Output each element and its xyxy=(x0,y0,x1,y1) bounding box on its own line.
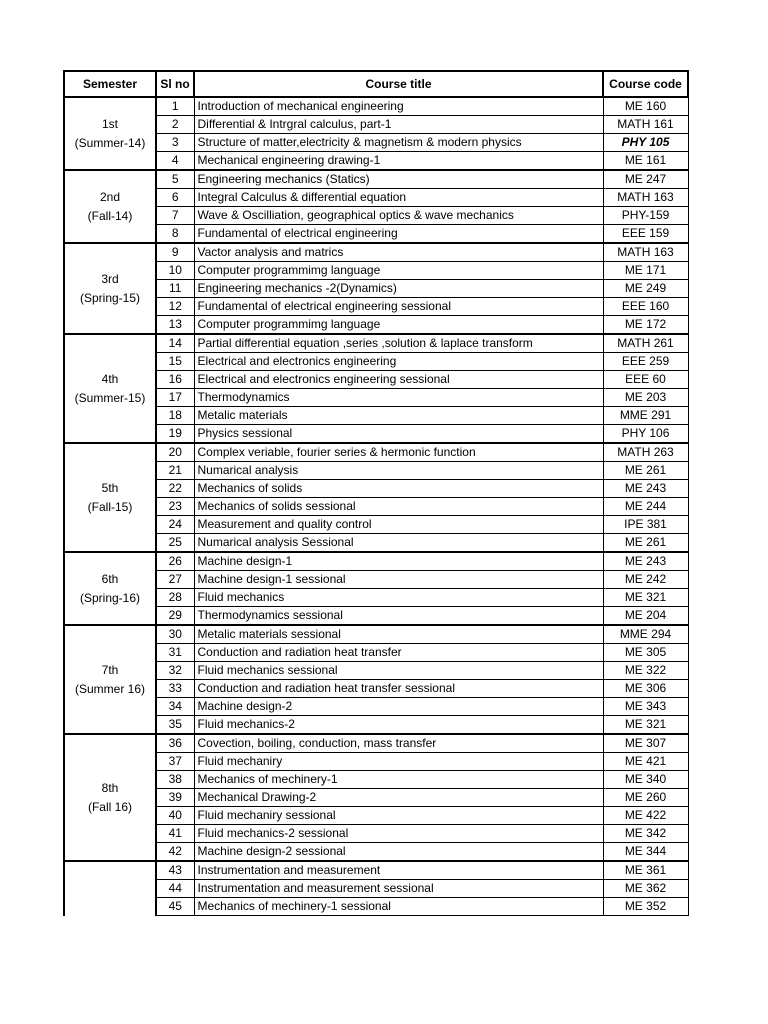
sl-no-cell: 16 xyxy=(156,371,194,389)
course-title-cell: Fluid mechanics-2 xyxy=(194,716,603,735)
semester-term: (Fall-15) xyxy=(87,499,133,514)
table-row xyxy=(64,334,688,353)
course-title-cell: Thermodynamics xyxy=(194,389,603,407)
sl-no-cell: 18 xyxy=(156,407,194,425)
semester-cell xyxy=(64,97,156,170)
table-row xyxy=(64,262,688,280)
course-title-cell: Numarical analysis xyxy=(194,462,603,480)
sl-no-cell: 12 xyxy=(156,298,194,316)
course-code-cell: ME 204 xyxy=(603,607,688,626)
course-title-cell: Mechanical Drawing-2 xyxy=(194,789,603,807)
sl-no-cell: 6 xyxy=(156,189,194,207)
course-code-cell: ME 261 xyxy=(603,462,688,480)
table-row xyxy=(64,207,688,225)
course-code-cell: ME 421 xyxy=(603,753,688,771)
sl-no-cell: 10 xyxy=(156,262,194,280)
sl-no-cell: 11 xyxy=(156,280,194,298)
course-code-cell: ME 243 xyxy=(603,480,688,498)
sl-no-cell: 37 xyxy=(156,753,194,771)
course-code-cell: ME 261 xyxy=(603,534,688,553)
course-code-cell: MATH 261 xyxy=(603,334,688,353)
course-code-cell: ME 342 xyxy=(603,825,688,843)
semester-cell xyxy=(64,552,156,625)
course-title-cell: Mechanics of mechinery-1 sessional xyxy=(194,898,603,916)
semester-label: 2nd xyxy=(99,189,121,204)
semester-term: (Spring-16) xyxy=(79,590,141,605)
sl-no-cell: 35 xyxy=(156,716,194,735)
table-row xyxy=(64,898,688,916)
semester-term: (Summer 16) xyxy=(74,681,145,696)
table-row xyxy=(64,407,688,425)
table-row xyxy=(64,571,688,589)
sl-no-cell: 17 xyxy=(156,389,194,407)
course-code-cell: EEE 160 xyxy=(603,298,688,316)
course-title-cell: Computer programmimg language xyxy=(194,316,603,335)
course-code-cell: ME 160 xyxy=(603,97,688,116)
course-title-cell: Machine design-2 sessional xyxy=(194,843,603,862)
table-row xyxy=(64,480,688,498)
course-code-cell: ME 306 xyxy=(603,680,688,698)
sl-no-cell: 36 xyxy=(156,734,194,753)
course-code-cell: ME 242 xyxy=(603,571,688,589)
table-header xyxy=(64,71,688,97)
course-code-cell: ME 260 xyxy=(603,789,688,807)
table-row xyxy=(64,843,688,862)
table-row xyxy=(64,807,688,825)
table-row xyxy=(64,152,688,171)
table-row xyxy=(64,771,688,789)
table-row xyxy=(64,607,688,626)
table-row xyxy=(64,97,688,116)
course-title-cell: Fluid mechanics xyxy=(194,589,603,607)
sl-no-cell: 27 xyxy=(156,571,194,589)
sl-no-cell: 2 xyxy=(156,116,194,134)
course-title-cell: Instrumentation and measurement sessional xyxy=(194,880,603,898)
semester-term: (Summer-15) xyxy=(74,390,146,405)
sl-no-cell: 9 xyxy=(156,243,194,262)
table-row xyxy=(64,371,688,389)
course-title-cell: Structure of matter,electricity & magnetism & modern physics xyxy=(194,134,603,152)
table-row xyxy=(64,498,688,516)
course-title-cell: Metalic materials sessional xyxy=(194,625,603,644)
sl-no-cell: 5 xyxy=(156,170,194,189)
sl-no-cell: 20 xyxy=(156,443,194,462)
table-row xyxy=(64,644,688,662)
course-code-cell: MME 294 xyxy=(603,625,688,644)
semester-cell xyxy=(64,861,156,916)
course-code-cell: ME 322 xyxy=(603,662,688,680)
table-row xyxy=(64,425,688,444)
course-title-cell: Instrumentation and measurement xyxy=(194,861,603,880)
course-title-cell: Machine design-1 xyxy=(194,552,603,571)
course-title-cell: Numarical analysis Sessional xyxy=(194,534,603,553)
course-code-cell: ME 243 xyxy=(603,552,688,571)
course-code-cell: ME 321 xyxy=(603,589,688,607)
course-title-cell: Measurement and quality control xyxy=(194,516,603,534)
course-title-cell: Introduction of mechanical engineering xyxy=(194,97,603,116)
table-row xyxy=(64,170,688,189)
sl-no-cell: 26 xyxy=(156,552,194,571)
table-row xyxy=(64,225,688,244)
course-code-cell: ME 161 xyxy=(603,152,688,171)
course-table xyxy=(63,70,689,916)
sl-no-cell: 29 xyxy=(156,607,194,626)
sl-no-cell: 23 xyxy=(156,498,194,516)
course-title-cell: Electrical and electronics engineering sessional xyxy=(194,371,603,389)
course-title-cell: Physics sessional xyxy=(194,425,603,444)
course-code-cell: ME 203 xyxy=(603,389,688,407)
table-row xyxy=(64,243,688,262)
table-body xyxy=(64,97,688,916)
course-title-cell: Mechanics of mechinery-1 xyxy=(194,771,603,789)
header-semester: Semester xyxy=(64,71,156,97)
course-code-cell: ME 361 xyxy=(603,861,688,880)
course-title-cell: Covection, boiling, conduction, mass transfer xyxy=(194,734,603,753)
table-row xyxy=(64,353,688,371)
course-code-cell: ME 249 xyxy=(603,280,688,298)
course-title-cell: Thermodynamics sessional xyxy=(194,607,603,626)
course-title-cell: Wave & Oscilliation, geographical optics & wave mechanics xyxy=(194,207,603,225)
sl-no-cell: 24 xyxy=(156,516,194,534)
table-row xyxy=(64,443,688,462)
sl-no-cell: 30 xyxy=(156,625,194,644)
table-row xyxy=(64,789,688,807)
course-code-cell: ME 343 xyxy=(603,698,688,716)
course-code-cell: EEE 259 xyxy=(603,353,688,371)
table-row xyxy=(64,698,688,716)
semester-cell xyxy=(64,625,156,734)
semester-term: (Fall-14) xyxy=(87,208,133,223)
course-title-cell: Fluid mechaniry sessional xyxy=(194,807,603,825)
course-code-cell: MATH 263 xyxy=(603,443,688,462)
sl-no-cell: 33 xyxy=(156,680,194,698)
semester-label: 1st xyxy=(101,116,118,131)
semester-cell xyxy=(64,443,156,552)
course-code-cell: EEE 60 xyxy=(603,371,688,389)
sl-no-cell: 15 xyxy=(156,353,194,371)
table-row xyxy=(64,134,688,152)
course-code-cell: ME 247 xyxy=(603,170,688,189)
semester-cell xyxy=(64,334,156,443)
course-code-cell: PHY 105 xyxy=(603,134,688,152)
table-row xyxy=(64,589,688,607)
course-title-cell: Partial differential equation ,series ,solution & laplace transform xyxy=(194,334,603,353)
table-row xyxy=(64,716,688,735)
sl-no-cell: 3 xyxy=(156,134,194,152)
course-title-cell: Metalic materials xyxy=(194,407,603,425)
semester-cell xyxy=(64,734,156,861)
course-title-cell: Conduction and radiation heat transfer xyxy=(194,644,603,662)
course-code-cell: ME 305 xyxy=(603,644,688,662)
sl-no-cell: 44 xyxy=(156,880,194,898)
table-row xyxy=(64,861,688,880)
course-code-cell: ME 321 xyxy=(603,716,688,735)
sl-no-cell: 32 xyxy=(156,662,194,680)
semester-cell xyxy=(64,243,156,334)
course-code-cell: ME 172 xyxy=(603,316,688,335)
sl-no-cell: 8 xyxy=(156,225,194,244)
sl-no-cell: 38 xyxy=(156,771,194,789)
sl-no-cell: 14 xyxy=(156,334,194,353)
course-code-cell: MATH 161 xyxy=(603,116,688,134)
header-course-code: Course code xyxy=(603,71,688,97)
table-row xyxy=(64,189,688,207)
table-row xyxy=(64,662,688,680)
course-code-cell: ME 340 xyxy=(603,771,688,789)
sl-no-cell: 45 xyxy=(156,898,194,916)
sl-no-cell: 21 xyxy=(156,462,194,480)
table-row xyxy=(64,552,688,571)
course-title-cell: Conduction and radiation heat transfer sessional xyxy=(194,680,603,698)
course-title-cell: Fluid mechanics sessional xyxy=(194,662,603,680)
table-row xyxy=(64,462,688,480)
semester-label: 3rd xyxy=(101,271,119,286)
table-row xyxy=(64,516,688,534)
sl-no-cell: 7 xyxy=(156,207,194,225)
semester-term: (Fall 16) xyxy=(87,799,132,814)
semester-label: 6th xyxy=(101,571,119,586)
course-code-cell: ME 422 xyxy=(603,807,688,825)
course-title-cell: Integral Calculus & differential equation xyxy=(194,189,603,207)
table-row xyxy=(64,116,688,134)
table-row xyxy=(64,316,688,335)
course-title-cell: Differential & Intrgral calculus, part-1 xyxy=(194,116,603,134)
header-row xyxy=(64,71,688,97)
table-row xyxy=(64,734,688,753)
sl-no-cell: 43 xyxy=(156,861,194,880)
course-title-cell: Engineering mechanics -2(Dynamics) xyxy=(194,280,603,298)
table-row xyxy=(64,280,688,298)
sl-no-cell: 34 xyxy=(156,698,194,716)
header-course-title: Course title xyxy=(194,71,603,97)
table-row xyxy=(64,534,688,553)
table-row xyxy=(64,880,688,898)
course-code-cell: ME 362 xyxy=(603,880,688,898)
course-title-cell: Fluid mechanics-2 sessional xyxy=(194,825,603,843)
course-code-cell: PHY 106 xyxy=(603,425,688,444)
course-title-cell: Fundamental of electrical engineering xyxy=(194,225,603,244)
course-title-cell: Complex veriable, fourier series & hermonic function xyxy=(194,443,603,462)
course-code-cell: EEE 159 xyxy=(603,225,688,244)
course-title-cell: Mechanics of solids sessional xyxy=(194,498,603,516)
sl-no-cell: 42 xyxy=(156,843,194,862)
semester-label: 4th xyxy=(101,371,119,386)
sl-no-cell: 22 xyxy=(156,480,194,498)
sl-no-cell: 4 xyxy=(156,152,194,171)
sl-no-cell: 25 xyxy=(156,534,194,553)
table-row xyxy=(64,298,688,316)
course-title-cell: Fluid mechaniry xyxy=(194,753,603,771)
table-row xyxy=(64,625,688,644)
table-row xyxy=(64,680,688,698)
course-title-cell: Vactor analysis and matrics xyxy=(194,243,603,262)
semester-term: (Spring-15) xyxy=(79,290,141,305)
sl-no-cell: 19 xyxy=(156,425,194,444)
sl-no-cell: 28 xyxy=(156,589,194,607)
course-code-cell: ME 344 xyxy=(603,843,688,862)
course-code-cell: PHY-159 xyxy=(603,207,688,225)
course-code-cell: ME 244 xyxy=(603,498,688,516)
semester-cell xyxy=(64,170,156,243)
course-title-cell: Machine design-2 xyxy=(194,698,603,716)
sl-no-cell: 1 xyxy=(156,97,194,116)
sl-no-cell: 40 xyxy=(156,807,194,825)
course-code-cell: IPE 381 xyxy=(603,516,688,534)
course-title-cell: Mechanics of solids xyxy=(194,480,603,498)
header-sl-no: Sl no xyxy=(156,71,194,97)
semester-label: 7th xyxy=(101,662,119,677)
sl-no-cell: 13 xyxy=(156,316,194,335)
sl-no-cell: 31 xyxy=(156,644,194,662)
course-title-cell: Computer programmimg language xyxy=(194,262,603,280)
semester-term: (Summer-14) xyxy=(74,135,146,150)
course-code-cell: MATH 163 xyxy=(603,189,688,207)
semester-label: 5th xyxy=(101,480,119,495)
table-row xyxy=(64,753,688,771)
course-title-cell: Electrical and electronics engineering xyxy=(194,353,603,371)
sl-no-cell: 39 xyxy=(156,789,194,807)
course-code-cell: ME 171 xyxy=(603,262,688,280)
table-row xyxy=(64,389,688,407)
course-code-cell: ME 352 xyxy=(603,898,688,916)
course-title-cell: Fundamental of electrical engineering sessional xyxy=(194,298,603,316)
semester-label: 8th xyxy=(101,780,119,795)
course-code-cell: ME 307 xyxy=(603,734,688,753)
table-row xyxy=(64,825,688,843)
course-code-cell: MATH 163 xyxy=(603,243,688,262)
sl-no-cell: 41 xyxy=(156,825,194,843)
course-title-cell: Mechanical engineering drawing-1 xyxy=(194,152,603,171)
course-code-cell: MME 291 xyxy=(603,407,688,425)
course-title-cell: Engineering mechanics (Statics) xyxy=(194,170,603,189)
course-title-cell: Machine design-1 sessional xyxy=(194,571,603,589)
